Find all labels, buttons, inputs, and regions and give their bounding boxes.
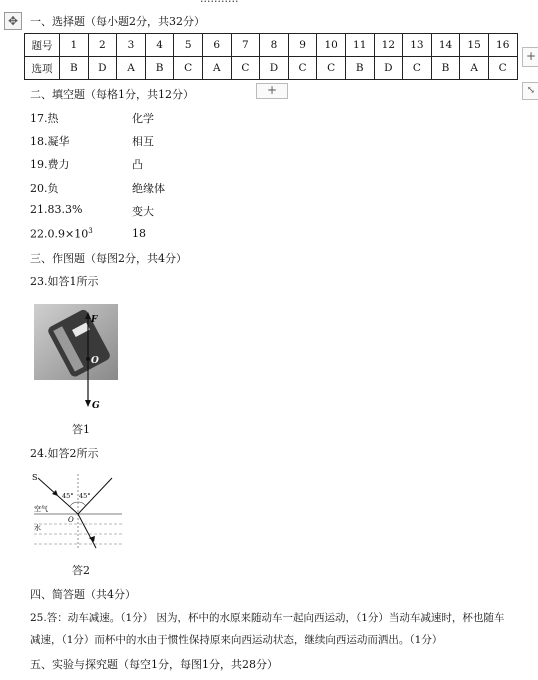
fill-answer: 相互 [132,135,154,148]
figure-1 [30,300,130,415]
fill-question: 18.凝华 [30,135,70,148]
table-cell-number: 11 [345,34,374,57]
fill-question: 21.83.3% [30,203,83,216]
label-f: F [91,315,98,325]
fill-answer: 凸 [132,158,143,171]
angle-label: 45° [62,492,74,500]
label-o: O [91,356,99,366]
refracted-ray [78,514,96,548]
table-row-label: 题号 [25,34,60,57]
table-cell-answer: B [60,57,89,80]
table-cell-number: 5 [174,34,203,57]
table-cell-number: 15 [460,34,489,57]
table-cell-answer: C [403,57,432,80]
table-cell-number: 16 [488,34,517,57]
table-cell-answer: C [488,57,517,80]
table-cell-number: 3 [117,34,146,57]
answer-25-line-2: 减速，（1分）而杯中的水由于惯性保持原来向西运动状态，继续向西运动而洒出。（1分） [30,634,443,646]
table-cell-answer: C [174,57,203,80]
table-cell-answer: D [88,57,117,80]
resize-icon[interactable]: ⤡ [522,82,538,100]
water-label: 水 [34,524,41,532]
table-row-label: 选项 [25,57,60,80]
table-cell-answer: B [145,57,174,80]
table-move-handle-icon[interactable]: ✥ [4,12,22,30]
table-row-numbers [25,34,518,57]
table-cell-number: 4 [145,34,174,57]
section-heading-1: 一、选择题（每小题2分，共32分） [30,15,205,28]
section-heading-3: 三、作图题（每图2分，共4分） [30,252,187,265]
table-cell-answer: B [431,57,460,80]
table-cell-answer: A [202,57,231,80]
fill-question: 20.负 [30,182,59,195]
table-cell-number: 7 [231,34,260,57]
table-cell-answer: C [317,57,346,80]
table-cell-number: 8 [260,34,289,57]
answer-25-line-1: 25.答：动车减速。（1分） 因为，杯中的水原来随动车一起向西运动，（1分）当动车减速时，杯也随车 [30,612,505,624]
fill-answer: 变大 [132,205,154,218]
section-heading-5: 五、实验与探究题（每空1分，每图1分，共28分） [30,658,278,671]
question-24: 24.如答2所示 [30,447,99,460]
table-cell-number: 2 [88,34,117,57]
table-cell-number: 13 [403,34,432,57]
header-fragment [200,0,238,5]
section-heading-2: 二、填空题（每格1分，共12分） [30,88,194,101]
fill-answer: 绝缘体 [132,182,165,195]
fill-answer: 化学 [132,112,154,125]
table-cell-answer: C [288,57,317,80]
table-cell-answer: C [231,57,260,80]
table-cell-number: 14 [431,34,460,57]
center-point [86,357,90,361]
label-g: G [92,401,100,411]
table-cell-answer: D [260,57,289,80]
add-row-button[interactable]: + [256,83,288,99]
table-cell-answer: D [374,57,403,80]
table-row-answers [25,57,518,80]
section-heading-4: 四、简答题（共4分） [30,588,136,601]
figure-1-caption: 答1 [72,423,90,436]
table-cell-number: 12 [374,34,403,57]
fill-question: 17.热 [30,112,59,125]
table-cell-number: 10 [317,34,346,57]
label-o: O [68,516,74,524]
fill-answer: 18 [132,227,146,240]
label-s: S [32,473,38,482]
arrow-down-icon [85,400,91,407]
figure-2-caption: 答2 [72,564,90,577]
fill-question: 19.费力 [30,158,70,171]
fill-question: $22.0.9\times 10^3$ [30,227,93,241]
table-cell-number: 9 [288,34,317,57]
question-23: 23.如答1所示 [30,275,99,288]
table-cell-answer: A [117,57,146,80]
table-cell-answer: A [460,57,489,80]
table-cell-number: 1 [60,34,89,57]
add-column-button[interactable]: + [522,47,538,67]
table-cell-number: 6 [202,34,231,57]
figure-2 [30,468,130,558]
answer-table [24,33,518,80]
air-label: 空气 [34,505,48,513]
angle-label: 45° [79,492,91,500]
table-cell-answer: B [345,57,374,80]
